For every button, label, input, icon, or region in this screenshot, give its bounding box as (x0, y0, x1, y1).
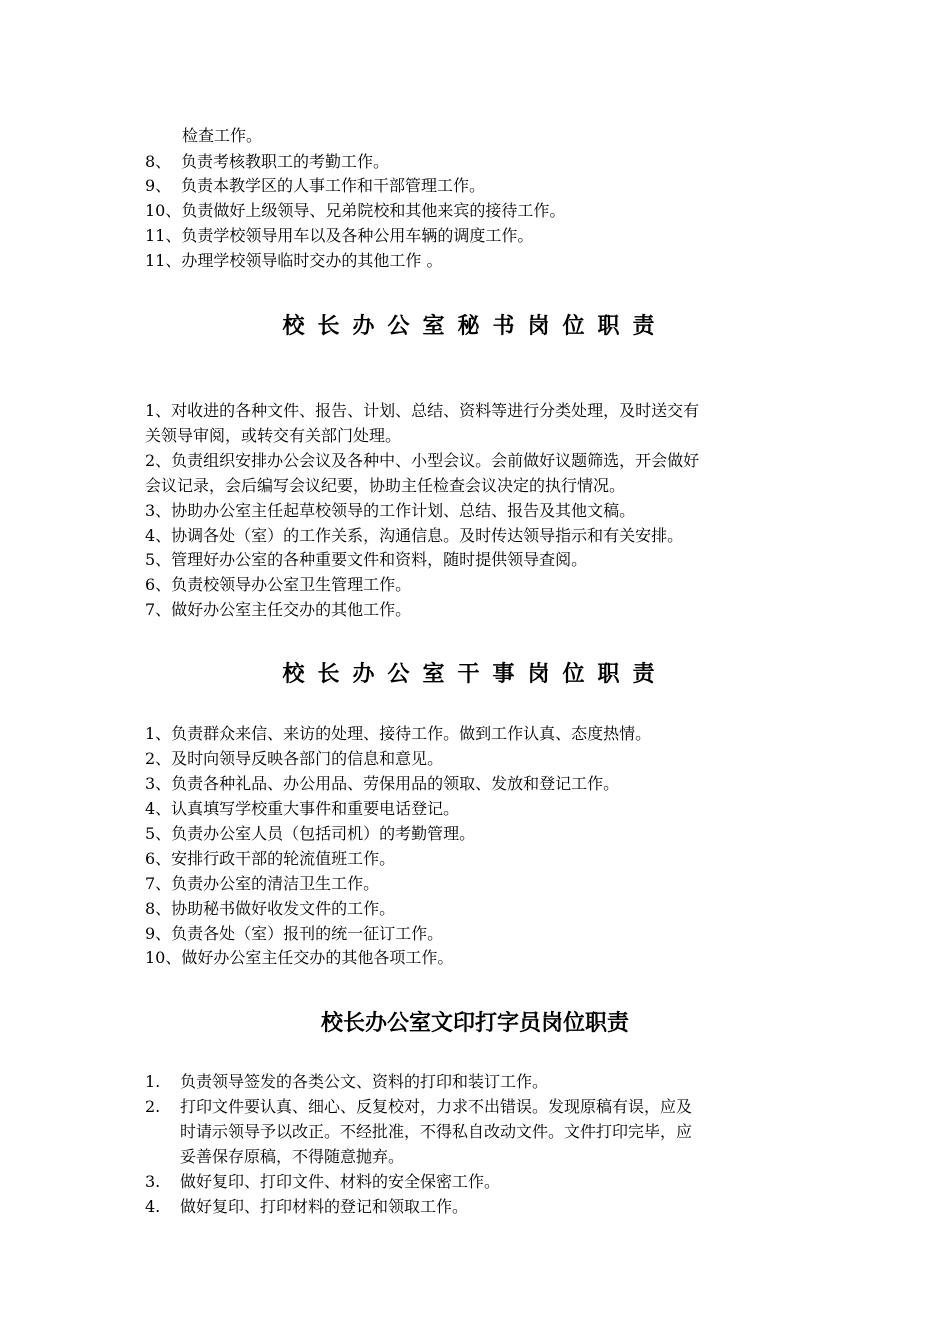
item-text: 时请示领导予以改正。不经批准，不得私自改动文件。文件打印完毕，应 (180, 1122, 693, 1141)
item-number: 8、 (145, 152, 172, 171)
section-title-clerk: 校长办公室干事岗位职责 (282, 661, 668, 687)
paragraph-line: 9、负责各处（室）报刊的统一征订工作。 (145, 924, 444, 943)
paragraph-line: 会议记录，会后编写会议纪要，协助主任检查会议决定的执行情况。 (145, 476, 626, 495)
paragraph-line: 5、管理好办公室的各种重要文件和资料，随时提供领导查阅。 (145, 550, 588, 569)
item-number: 1. (145, 1072, 161, 1091)
section-title-typist: 校长办公室文印打字员岗位职责 (320, 1010, 629, 1036)
list-item (145, 150, 815, 174)
list-item (145, 174, 815, 198)
paragraph-line: 关领导审阅，或转交有关部门处理。 (145, 426, 402, 445)
item-text: 妥善保存原稿，不得随意抛弃。 (180, 1147, 405, 1166)
item-text: 做好复印、打印文件、材料的安全保密工作。 (180, 1172, 501, 1191)
paragraph-line: 4、协调各处（室）的工作关系，沟通信息。及时传达领导指示和有关安排。 (145, 526, 684, 545)
paragraph-line: 1、负责群众来信、来访的处理、接待工作。做到工作认真、态度热情。 (145, 724, 652, 743)
paragraph-line: 6、负责校领导办公室卫生管理工作。 (145, 575, 412, 594)
item-number: 2. (145, 1097, 161, 1116)
item-number: 3. (145, 1172, 161, 1191)
section-title-secretary: 校长办公室秘书岗位职责 (282, 313, 668, 339)
list-item: 10、负责做好上级领导、兄弟院校和其他来宾的接待工作。 (145, 201, 566, 220)
list-item: 11、办理学校领导临时交办的其他工作 。 (145, 251, 443, 270)
paragraph-line: 6、安排行政干部的轮流值班工作。 (145, 849, 396, 868)
paragraph-line: 7、做好办公室主任交办的其他工作。 (145, 600, 412, 619)
item-text: 负责领导签发的各类公文、资料的打印和装订工作。 (180, 1072, 549, 1091)
item-number: 9、 (145, 176, 172, 195)
item-text: 打印文件要认真、细心、反复校对，力求不出错误。发现原稿有误，应及 (180, 1097, 693, 1116)
paragraph-line: 1、对收进的各种文件、报告、计划、总结、资料等进行分类处理，及时送交有 (145, 401, 700, 420)
paragraph-line: 4、认真填写学校重大事件和重要电话登记。 (145, 799, 460, 818)
paragraph-line: 2、及时向领导反映各部门的信息和意见。 (145, 749, 444, 768)
item-text: 做好复印、打印材料的登记和领取工作。 (180, 1197, 469, 1216)
item-number: 4. (145, 1197, 161, 1216)
paragraph-line: 8、协助秘书做好收发文件的工作。 (145, 899, 396, 918)
paragraph-line: 5、负责办公室人员（包括司机）的考勤管理。 (145, 824, 476, 843)
paragraph-line: 2、负责组织安排办公会议及各种中、小型会议。会前做好议题筛选，开会做好 (145, 451, 700, 470)
item-text: 负责考核教职工的考勤工作。 (181, 152, 390, 171)
paragraph-line: 3、协助办公室主任起草校领导的工作计划、总结、报告及其他文稿。 (145, 501, 636, 520)
paragraph-line: 7、负责办公室的清洁卫生工作。 (145, 874, 380, 893)
paragraph-line: 3、负责各种礼品、办公用品、劳保用品的领取、发放和登记工作。 (145, 774, 620, 793)
paragraph-line: 10、做好办公室主任交办的其他各项工作。 (145, 948, 454, 967)
item-text: 负责本教学区的人事工作和干部管理工作。 (181, 176, 486, 195)
list-item: 11、负责学校领导用车以及各种公用车辆的调度工作。 (145, 226, 534, 245)
continuation-line: 检查工作。 (182, 126, 263, 145)
